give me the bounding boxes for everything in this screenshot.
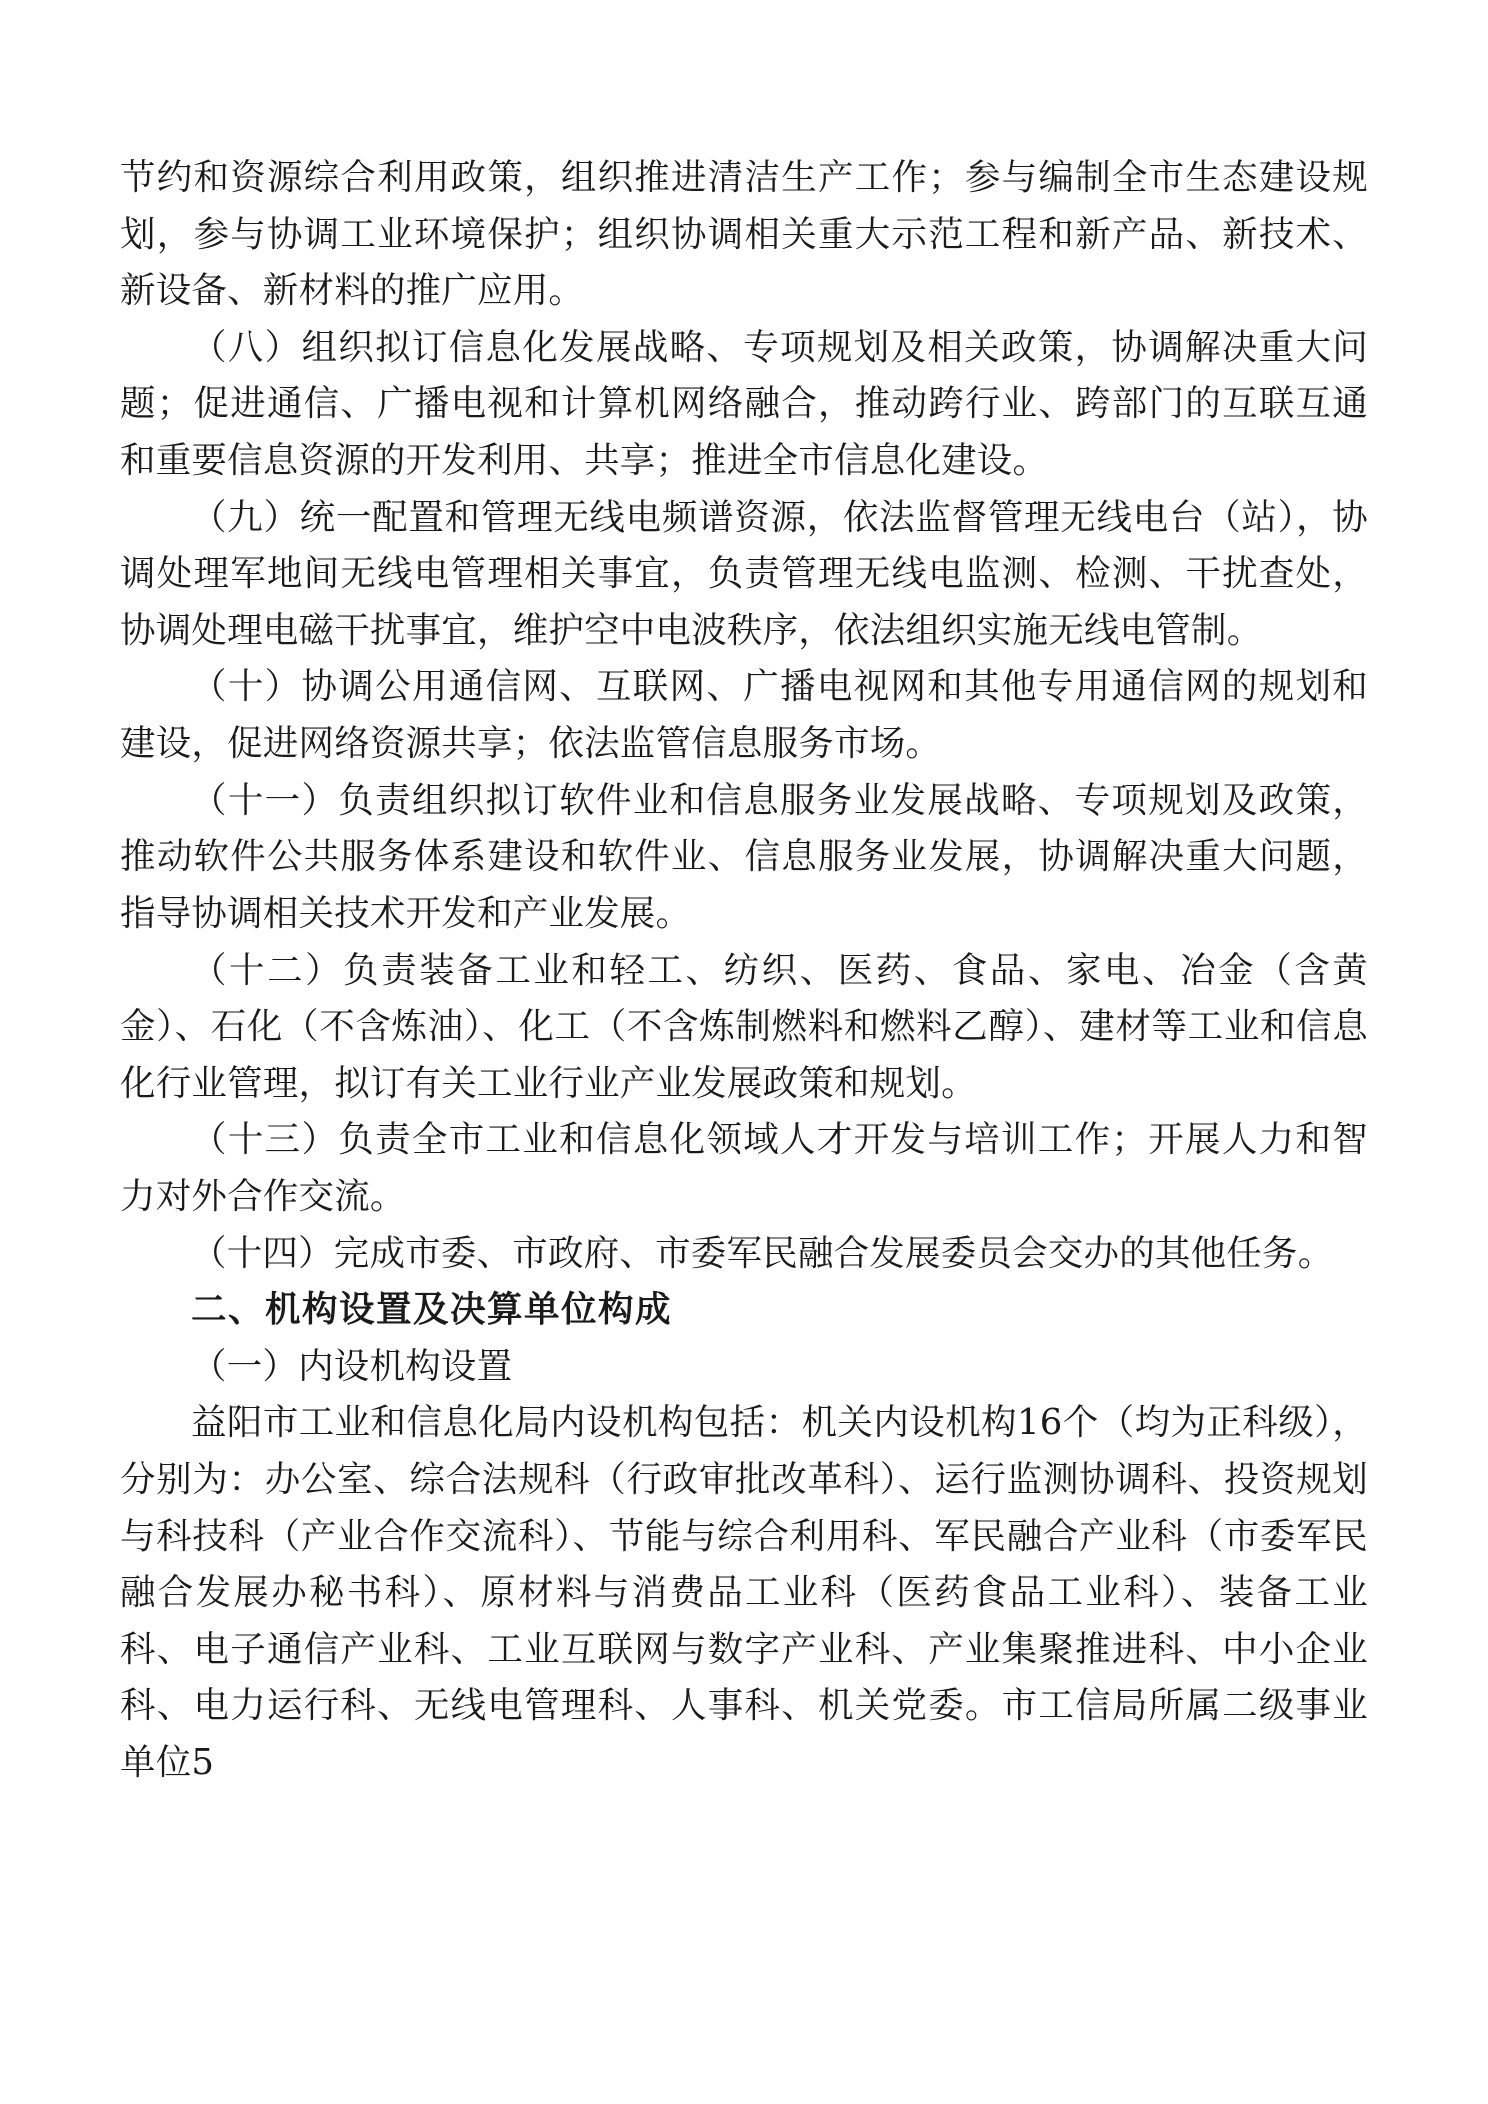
subsection-body-1: 益阳市工业和信息化局内设机构包括：机关内设机构16个（均为正科级），分别为：办公室、综合法规科（行政审批改革科）、运行监测协调科、投资规划与科技科（产业合作交流科）、节能与综合利用科、军民融合产业科（市委军民融合发展办秘书科）、原材料与消费品工业科（医药食品工业科）、装备工业科、电子通信产业科、工业互联网与数字产业科、产业集聚推进科、中小企业科、电力运行科、无线电管理科、人事科、机关党委。市工信局所属二级事业单位5 (120, 1402, 1368, 1784)
paragraph-continued: 节约和资源综合利用政策，组织推进清洁生产工作；参与编制全市生态建设规划，参与协调工业环境保护；组织协调相关重大示范工程和新产品、新技术、新设备、新材料的推广应用。 (120, 157, 1368, 312)
paragraph-item-11: （十一）负责组织拟订软件业和信息服务业发展战略、专项规划及政策，推动软件公共服务体系建设和软件业、信息服务业发展，协调解决重大问题，指导协调相关技术开发和产业发展。 (120, 779, 1368, 934)
paragraph-item-9: （九）统一配置和管理无线电频谱资源，依法监督管理无线电台（站），协调处理军地间无线电管理相关事宜，负责管理无线电监测、检测、干扰查处，协调处理电磁干扰事宜，维护空中电波秩序，依法组织实施无线电管制。 (120, 496, 1368, 651)
document-body (120, 150, 1368, 1792)
paragraph-item-10: （十）协调公用通信网、互联网、广播电视网和其他专用通信网的规划和建设，促进网络资源共享；依法监管信息服务市场。 (120, 666, 1368, 765)
paragraph-item-13: （十三）负责全市工业和信息化领域人才开发与培训工作；开展人力和智力对外合作交流。 (120, 1119, 1368, 1217)
subsection-heading-1: （一）内设机构设置 (191, 1345, 513, 1387)
section-heading-2: 二、机构设置及决算单位构成 (191, 1289, 673, 1331)
paragraph-item-14: （十四）完成市委、市政府、市委军民融合发展委员会交办的其他任务。 (191, 1232, 1334, 1274)
paragraph-item-12: （十二）负责装备工业和轻工、纺织、医药、食品、家电、冶金（含黄金）、石化（不含炼油）、化工（不含炼制燃料和燃料乙醇）、建材等工业和信息化行业管理，拟订有关工业行业产业发展政策和规划。 (120, 949, 1368, 1104)
paragraph-item-8: （八）组织拟订信息化发展战略、专项规划及相关政策，协调解决重大问题；促进通信、广播电视和计算机网络融合，推动跨行业、跨部门的互联互通和重要信息资源的开发利用、共享；推进全市信息化建设。 (120, 326, 1368, 482)
